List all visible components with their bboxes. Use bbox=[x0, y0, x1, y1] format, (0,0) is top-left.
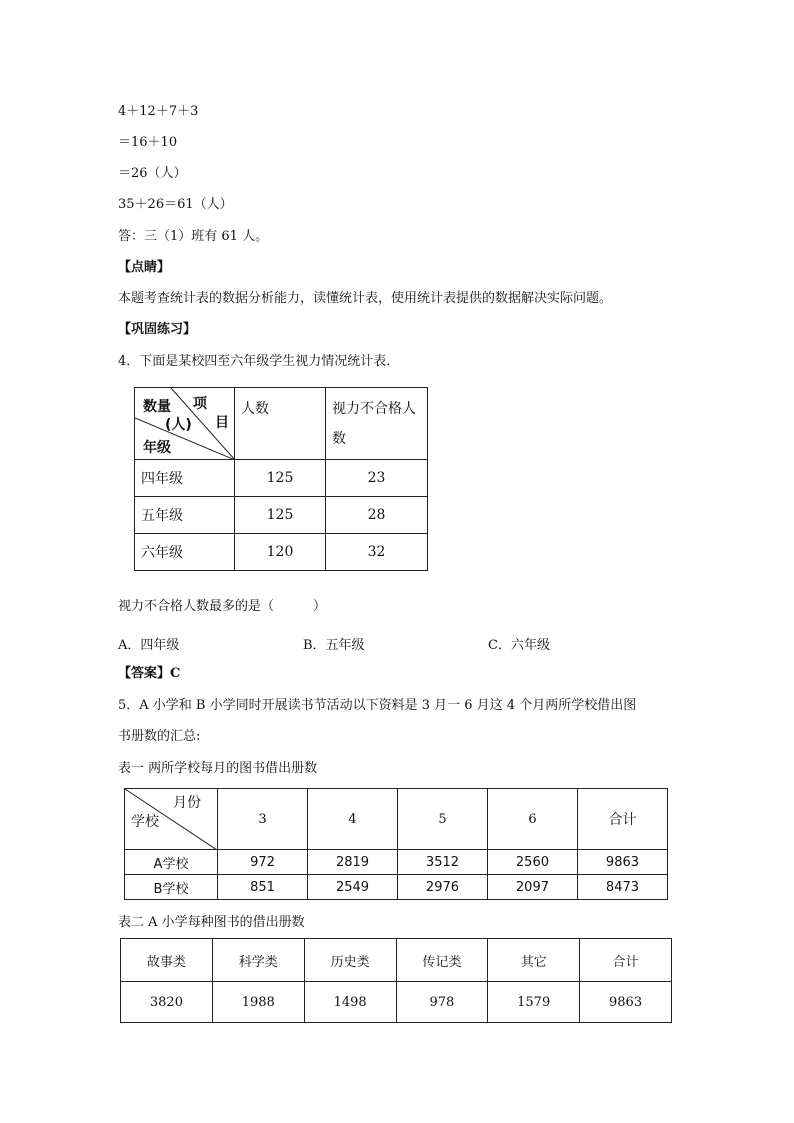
type-header: 科学类 bbox=[212, 939, 304, 982]
cell: 9863 bbox=[580, 982, 672, 1023]
header-count: 人数 bbox=[235, 388, 326, 460]
option-c: C．六年级 bbox=[488, 638, 550, 653]
comment-text: 本题考查统计表的数据分析能力，读懂统计表，使用统计表提供的数据解决实际问题。 bbox=[118, 291, 613, 306]
row-count: 120 bbox=[235, 534, 326, 571]
row-grade: 六年级 bbox=[135, 534, 235, 571]
corner-unit: (人) bbox=[165, 417, 192, 433]
option-b: B．五年级 bbox=[303, 638, 365, 653]
vision-table-corner bbox=[135, 388, 235, 460]
practice-heading: 【巩固练习】 bbox=[118, 322, 197, 337]
cell: 1579 bbox=[488, 982, 580, 1023]
cell: 2097 bbox=[487, 875, 577, 900]
type-header: 历史类 bbox=[304, 939, 396, 982]
table2-caption: 表二 A 小学每种图书的借出册数 bbox=[118, 915, 305, 930]
answer-sentence: 答：三（1）班有 61 人。 bbox=[118, 229, 269, 244]
q5-stem-2: 书册数的汇总: bbox=[118, 729, 201, 744]
q4-stem: 4．下面是某校四至六年级学生视力情况统计表． bbox=[118, 354, 400, 369]
cell: 2549 bbox=[308, 875, 398, 900]
school-name: B学校 bbox=[125, 875, 218, 900]
cell: 972 bbox=[218, 850, 308, 875]
type-header: 合计 bbox=[580, 939, 672, 982]
month-header: 4 bbox=[308, 789, 398, 850]
row-grade: 五年级 bbox=[135, 497, 235, 534]
cell: 1498 bbox=[304, 982, 396, 1023]
corner-item: 项 bbox=[193, 396, 207, 412]
vision-table bbox=[134, 387, 428, 571]
corner-month: 月份 bbox=[173, 795, 201, 811]
corner-item-2: 目 bbox=[215, 415, 229, 431]
solution-line-1: 4＋12＋7＋3 bbox=[118, 104, 199, 119]
cell: 2560 bbox=[487, 850, 577, 875]
cell: 1988 bbox=[212, 982, 304, 1023]
book-type-table bbox=[120, 938, 672, 1023]
row-fail: 23 bbox=[326, 460, 428, 497]
cell: 851 bbox=[218, 875, 308, 900]
row-count: 125 bbox=[235, 460, 326, 497]
corner-grade: 年级 bbox=[143, 440, 171, 456]
q4-answer: 【答案】C bbox=[118, 666, 181, 681]
row-fail: 28 bbox=[326, 497, 428, 534]
row-count: 125 bbox=[235, 497, 326, 534]
solution-line-4: 35＋26＝61（人） bbox=[118, 197, 233, 212]
table1-caption: 表一 两所学校每月的图书借出册数 bbox=[118, 761, 318, 776]
row-grade: 四年级 bbox=[135, 460, 235, 497]
comment-heading: 【点睛】 bbox=[118, 260, 171, 275]
solution-line-3: ＝26（人） bbox=[118, 166, 187, 181]
q5-stem-1: 5．A 小学和 B 小学同时开展读书节活动以下资料是 3 月一 6 月这 4 个月两所学校借出图 bbox=[118, 698, 637, 713]
school-name: A学校 bbox=[125, 850, 218, 875]
total-header: 合计 bbox=[577, 789, 667, 850]
month-header: 5 bbox=[397, 789, 487, 850]
q4-question: 视力不合格人数最多的是（ ） bbox=[118, 599, 327, 614]
cell: 3512 bbox=[397, 850, 487, 875]
cell: 8473 bbox=[577, 875, 667, 900]
corner-quantity: 数量 bbox=[143, 399, 171, 415]
type-header: 其它 bbox=[488, 939, 580, 982]
cell: 978 bbox=[396, 982, 488, 1023]
row-fail: 32 bbox=[326, 534, 428, 571]
table1-corner bbox=[125, 789, 218, 850]
monthly-loans-table bbox=[124, 788, 668, 900]
cell: 3820 bbox=[121, 982, 213, 1023]
cell: 9863 bbox=[577, 850, 667, 875]
type-header: 传记类 bbox=[396, 939, 488, 982]
month-header: 6 bbox=[487, 789, 577, 850]
header-fail: 视力不合格人数 bbox=[326, 388, 428, 460]
month-header: 3 bbox=[218, 789, 308, 850]
type-header: 故事类 bbox=[121, 939, 213, 982]
solution-line-2: ＝16＋10 bbox=[118, 135, 178, 150]
cell: 2976 bbox=[397, 875, 487, 900]
corner-school: 学校 bbox=[131, 814, 159, 830]
cell: 2819 bbox=[308, 850, 398, 875]
option-a: A．四年级 bbox=[118, 638, 180, 653]
